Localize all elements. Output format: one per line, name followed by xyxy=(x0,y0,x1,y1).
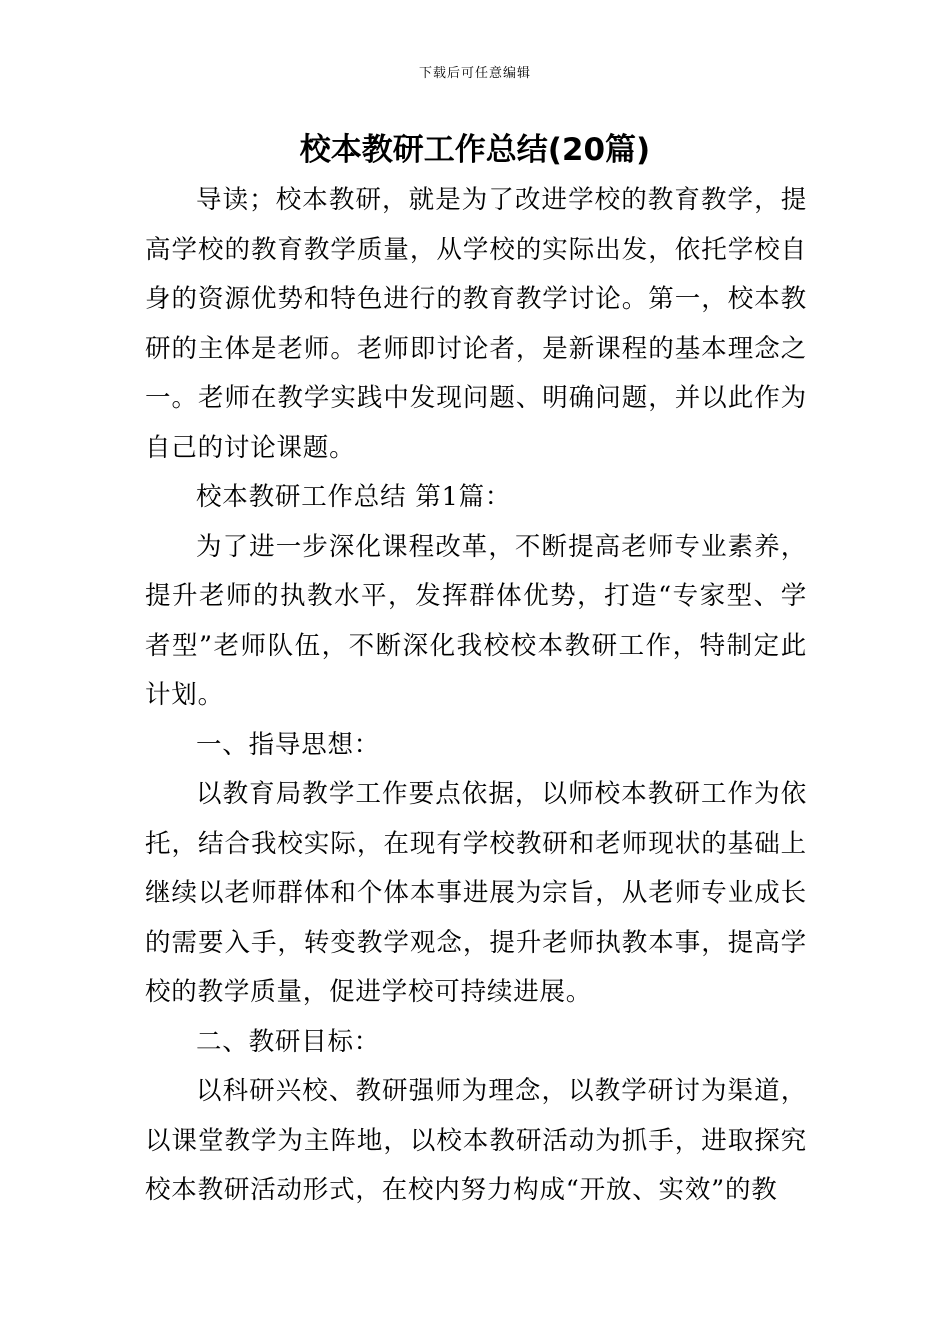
document-body xyxy=(145,176,807,1216)
research-goals-paragraph: 以科研兴校、教研强师为理念，以教学研讨为渠道，以课堂教学为主阵地，以校本教研活动为抓手，进取探究校本教研活动形式，在校内努力构成“开放、实效”的教 xyxy=(145,1076,807,1205)
header-note: 下载后可任意编辑 xyxy=(418,66,531,81)
guiding-ideology-paragraph: 以教育局教学工作要点依据，以师校本教研工作为依托，结合我校实际，在现有学校教研和老师现状的基础上继续以老师群体和个体本事进展为宗旨，从老师专业成长的需要入手，转变教学观念，提升老师执教本事，提高学校的教学质量，促进学校可持续进展。 xyxy=(145,779,807,1007)
intro-paragraph: 导读；校本教研，就是为了改进学校的教育教学，提高学校的教育教学质量，从学校的实际出发，依托学校自身的资源优势和特色进行的教育教学讨论。第一，校本教研的主体是老师。老师即讨论者，是新课程的基本理念之一。老师在教学实践中发现问题、明确问题，并以此作为自己的讨论课题。 xyxy=(145,185,807,463)
heading-guiding-ideology: 一、指导思想： xyxy=(196,729,381,760)
heading-research-goals: 二、教研目标： xyxy=(196,1026,381,1057)
plan-paragraph: 为了进一步深化课程改革，不断提高老师专业素养，提升老师的执教水平，发挥群体优势，打造“专家型、学者型”老师队伍，不断深化我校校本教研工作，特制定此计划。 xyxy=(145,531,807,710)
document-title: 校本教研工作总结(20篇) xyxy=(299,132,651,168)
section-heading-part-1: 校本教研工作总结 第1篇： xyxy=(196,482,512,512)
